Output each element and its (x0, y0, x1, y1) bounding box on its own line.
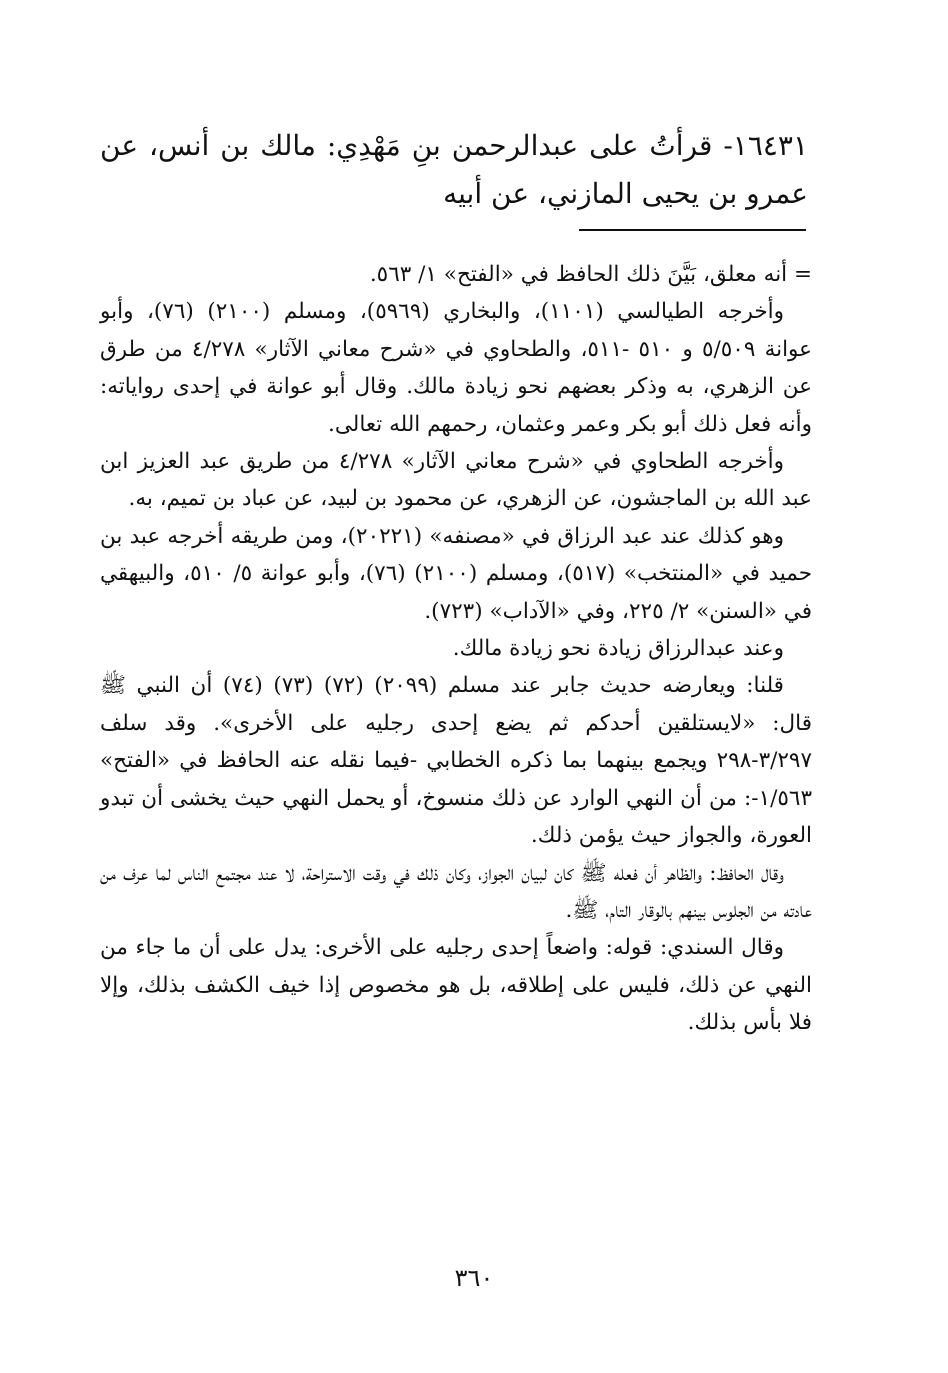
footnote-paragraph: وأخرجه الطيالسي (١١٠١)، والبخاري (٥٩٦٩)، ومسلم (٢١٠٠) (٧٦)، وأبو عوانة ٥/٥٠٩ و ٥١٠ -٥١١، والطحاوي في «شرح معاني الآثار» ٤/٢٧٨ من طرق عن الزهري، به وذكر بعضهم نحو زيادة مالك. وقال أبو عوانة في إحدى رواياته: وأنه فعل ذلك أبو بكر وعمر وعثمان، رحمهم الله تعالى. (100, 299, 812, 437)
footnotes-section (100, 256, 812, 1042)
footnote-paragraph: وأخرجه الطحاوي في «شرح معاني الآثار» ٤/٢٧٨ من طريق عبد العزيز ابن عبد الله بن الماجشون، عن الزهري، عن محمود بن لبيد، عن عباد بن تميم، به. (100, 449, 812, 512)
footnote-paragraph: وقال السندي: قوله: واضعاً إحدى رجليه على الأخرى: يدل على أن ما جاء من النهي عن ذلك، فليس على إطلاقه، بل هو مخصوص إذا خيف الكشف بذلك، وإلا فلا بأس بذلك. (100, 935, 812, 1036)
footnote-paragraph: قلنا: ويعارضه حديث جابر عند مسلم (٢٠٩٩) (٧٢) (٧٣) (٧٤) أن النبي ﷺ قال: «لايستلقين أحدكم ثم يضع إحدى رجليه على الأخرى». وقد سلف ٣/٢٩٧-٢٩٨ ويجمع بينهما بما ذكره الخطابي -فيما نقله عنه الحافظ في «الفتح» ١/٥٦٣-: من أن النهي الوارد عن ذلك منسوخ، أو يحمل النهي حيث يخشى أن تبدو العورة، والجواز حيث يؤمن ذلك. (100, 673, 812, 849)
footnote-separator (579, 229, 806, 231)
footnote-paragraph: وقال الحافظ: والظاهر أن فعله ﷺ كان لبيان الجواز، وكان ذلك في وقت الاستراحة، لا عند مجتمع الناس لما عرف من عادته من الجلوس بينهم بالوقار التام، ﷺ. (100, 860, 812, 923)
footnote-continuation: = أنه معلق، بَيَّنَ ذلك الحافظ في «الفتح» ١/ ٥٦٣. (369, 262, 812, 287)
hadith-text: ١٦٤٣١- قرأتُ على عبدالرحمن بنِ مَهْدِي: مالك بن أنس، عن عمرو بن يحيى المازني، عن أبيه (100, 129, 808, 210)
footnote-paragraph: وعند عبدالرزاق زيادة نحو زيادة مالك. (452, 636, 784, 662)
page-number: ٣٦٠ (454, 1264, 494, 1292)
footnote-paragraph: وهو كذلك عند عبد الرزاق في «مصنفه» (٢٠٢٢١)، ومن طريقه أخرجه عبد بن حميد في «المنتخب» (٥١٧)، ومسلم (٢١٠٠) (٧٦)، وأبو عوانة ٥/ ٥١٠، والبيهقي في «السنن» ٢/ ٢٢٥، وفي «الآداب» (٧٢٣). (100, 523, 812, 624)
